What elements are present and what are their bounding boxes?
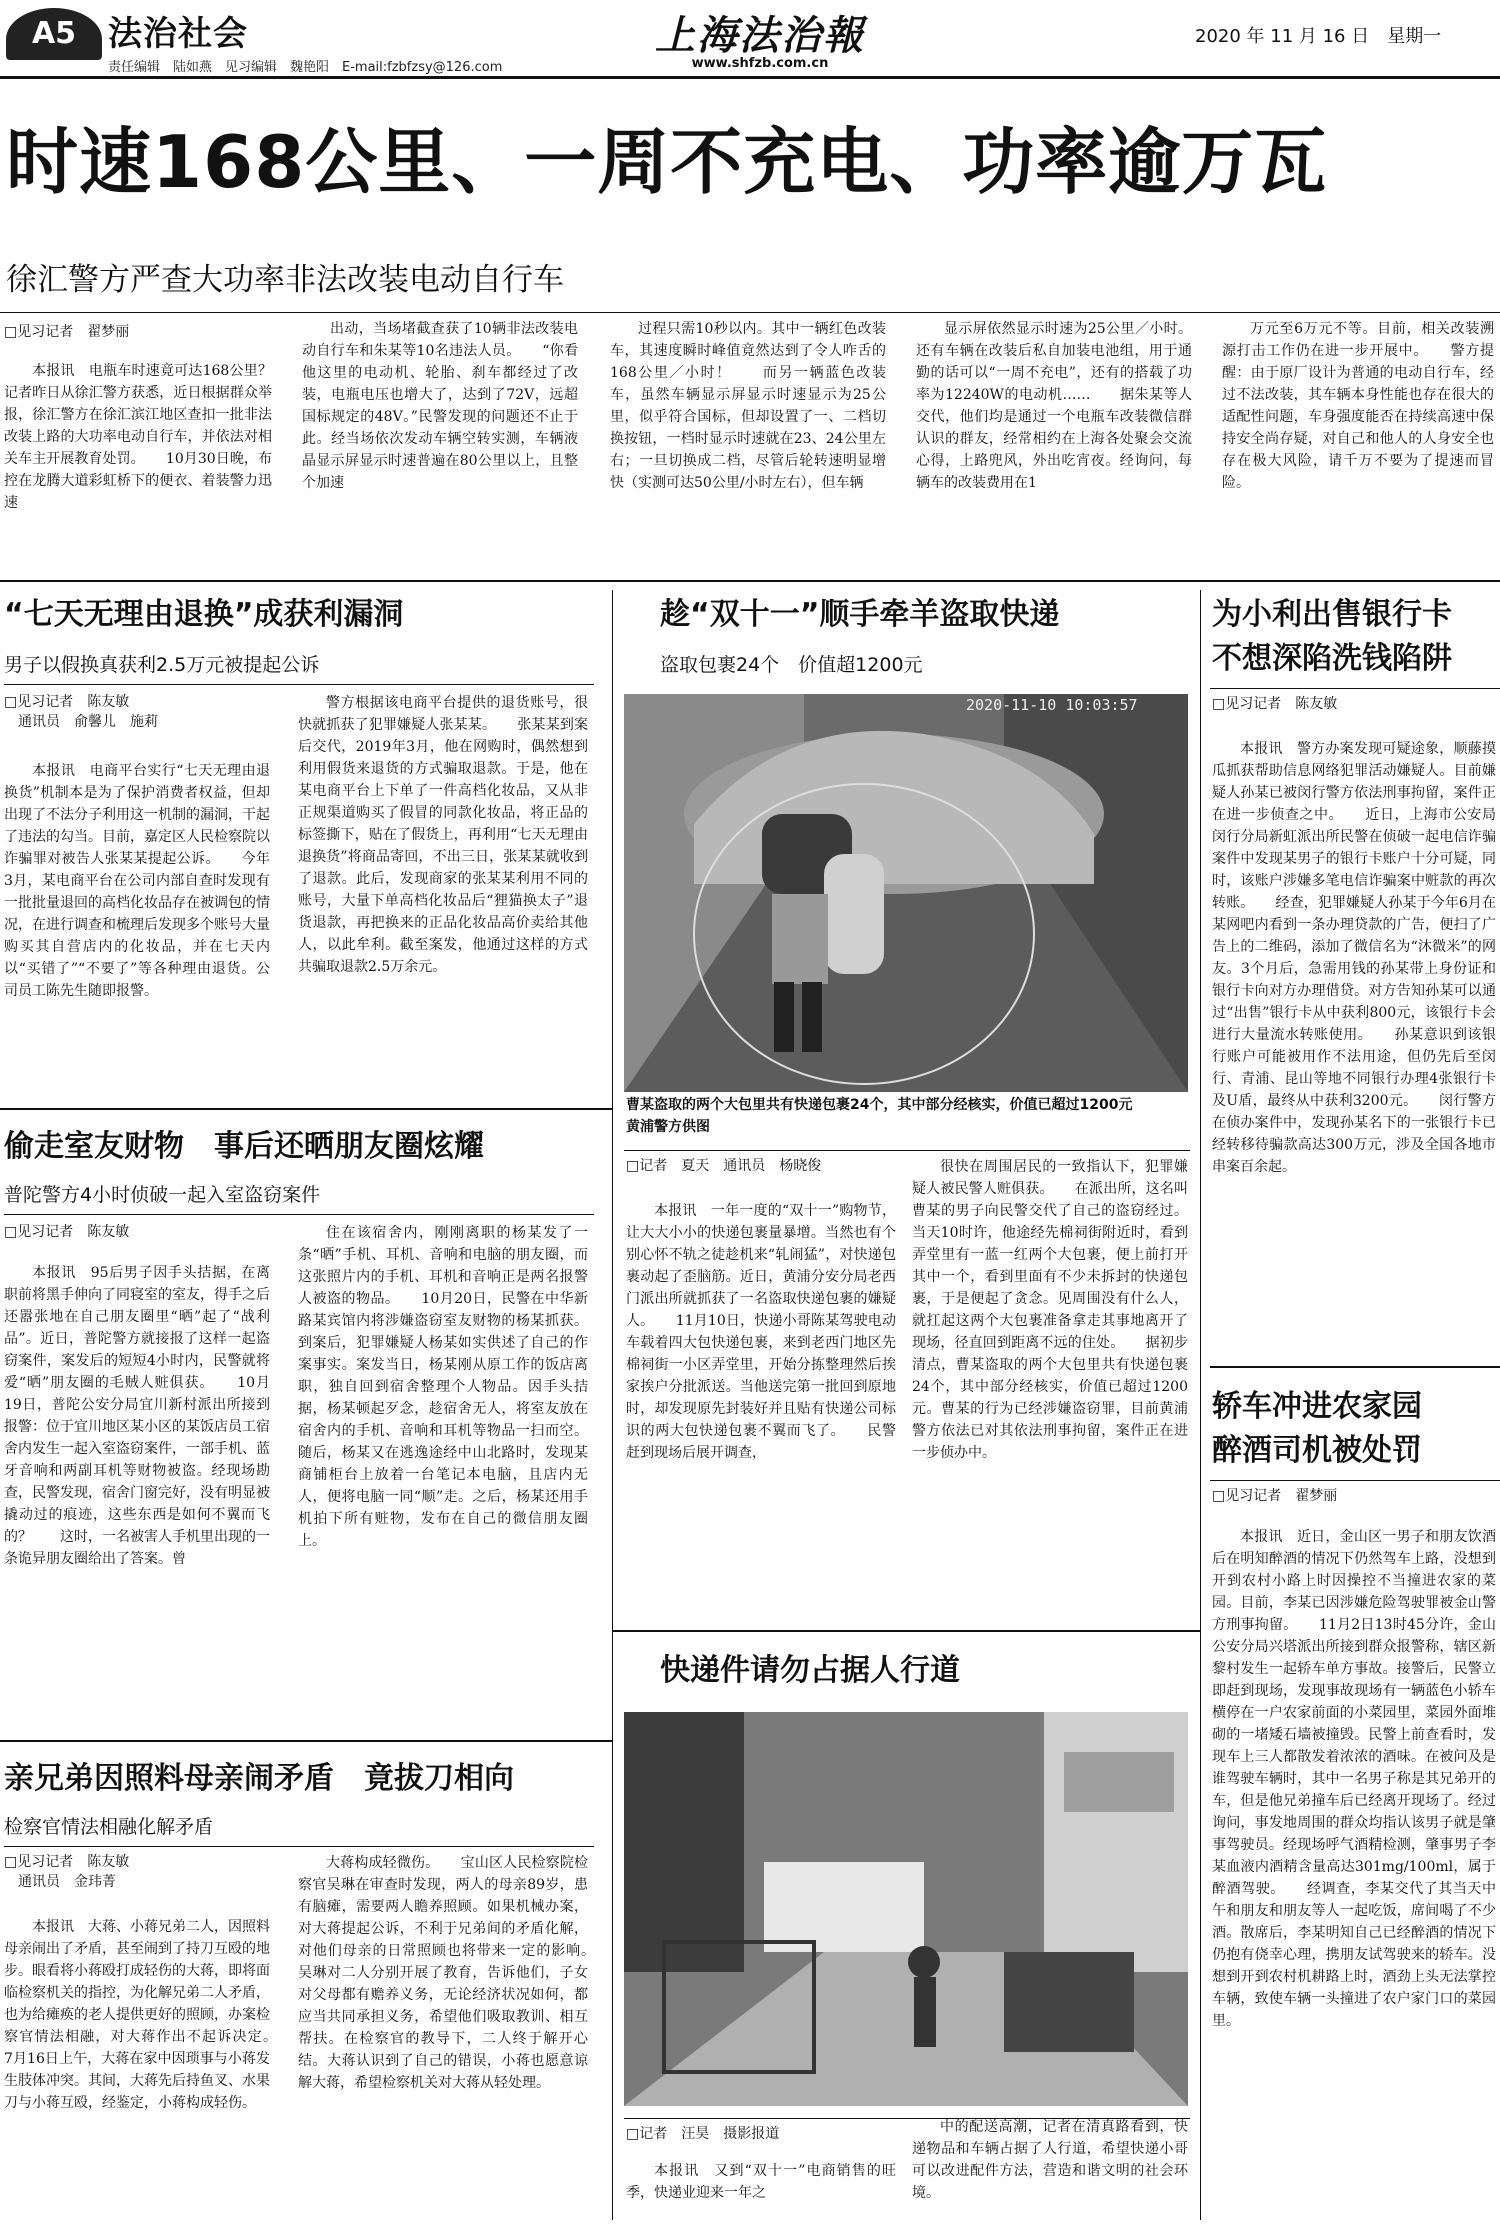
newspaper-url: www.shfzb.com.cn xyxy=(691,56,829,71)
bank-card-story-column: 本报讯 警方办案发现可疑途象，顺藤摸瓜抓获帮助信息网络犯罪活动嫌疑人。目前嫌疑人孙某已被闵行警方依法刑事拘留，案件正在进一步侦查之中。 近日，上海市公安局闵行分局新虹派出所民警在侦破一起电信诈骗案件中发现某男子的银行卡账户十分可疑，同时，该账户涉嫌多笔电信诈骗案中赃款的再次转账。 经查，犯罪嫌疑人孙某于今年6月在某网吧内看到一条办理贷款的广告，便扫了广告上的二维码，添加了微信名为“沐微米”的网友。3个月后，急需用钱的孙某带上身份证和银行卡向对方办理借贷。对方告知孙某可以通过“出售”银行卡从中获利800元，该银行卡会进行大量流水转账使用。 孙某意识到该银行账户可能被用作不法用途，但仍先后至闵行、青浦、昆山等地不同银行办理4张银行卡及U盾，最终从中获利3200元。 闵行警方在侦办案件中，发现孙某名下的一张银行卡已经转移待骗款高达300万元，涉及全国各地市串案百余起。 xyxy=(1212,741,1496,1175)
lead-subhead: 徐汇警方严查大功率非法改装电动自行车 xyxy=(6,262,564,298)
masthead-rule xyxy=(0,76,1500,79)
drunk-driving-story-title-line-1: 轿车冲进农家园 xyxy=(1212,1389,1422,1424)
photo-caption: 曹某盗取的两个大包里共有快递包裹24个，其中部分经核实，价值已超过1200元 黄浦警方供图 xyxy=(626,1097,1259,1135)
newspaper-name: 上海法治報 xyxy=(655,12,865,59)
section-title: 法治社会 xyxy=(108,14,248,54)
lead-byline: □见习记者 翟梦丽 xyxy=(4,324,130,340)
lead-headline: 时速168公里、一周不充电、功率逾万瓦 xyxy=(6,120,1328,204)
parcel-story-column-2: 很快在周围居民的一致指认下，犯罪嫌疑人被民警人赃俱获。 在派出所，这名叫曹某的男子向民警交代了自己的盗窃经过。当天10时许，他途经先棉祠街附近时，看到弄堂里有一蓝一红两个大包裹，便上前打开其中一个，看到里面有不少未拆封的快递包裹，于是便起了贪念。见周围没有什么人，就扛起这两个大包裹准备拿走其事地离开了现场，径直回到距离不远的住处。 据初步清点，曹某盗取的两个大包里共有快递包裹24个，其中部分经核实，价值已超过1200元。曹某的行为已经涉嫌盗窃罪，目前黄浦警方依法已对其依法刑事拘留，案件正在进一步侦办中。 xyxy=(912,1159,1188,1461)
divider xyxy=(0,312,1500,313)
lead-column-5: 万元至6万元不等。目前，相关改装溯源打击工作仍在进一步开展中。 警方提醒：由于原厂设计为普通的电动自行车，经过不法改装，其车辆本身性能也存在很大的适配性问题，车身强度能否在持续高速中保持安全尚存疑，对自己和他人的人身安全也存在极大风险，请千万不要为了提速而冒险。 xyxy=(1222,321,1494,491)
parcel-story-title: 趁“双十一”顺手牵羊盗取快递 xyxy=(660,597,1060,632)
divider xyxy=(624,1150,1190,1151)
divider xyxy=(4,684,594,685)
divider xyxy=(0,580,1500,582)
divider xyxy=(1210,688,1500,689)
parcel-story-byline: □记者 夏天 通讯员 杨晓俊 xyxy=(626,1158,822,1174)
parcel-story-column-1: 本报讯 一年一度的“双十一”购物节，让大大小小的快递包裹量暴增。当然也有个别心怀不轨之徒趁机来“轧闹猛”，对快递包裹动起了歪脑筋。近日，黄浦分安分局老西门派出所就抓获了一名盗取快递包裹的嫌疑人。 11月10日，快递小哥陈某驾驶电动车载着四大包快递包裹，来到老西门地区先棉祠街一小区弄堂里，开始分拣整理然后挨家挨户分批派送。当他送完第一批回到原地时，却发现原先封装好并且贴有快递公司标识的两大包快递包裹不翼而飞了。 民警赶到现场后展开调查， xyxy=(626,1203,896,1461)
drunk-driving-story-byline: □见习记者 翟梦丽 xyxy=(1212,1488,1338,1504)
street-photo xyxy=(624,1712,1188,2106)
cctv-photo xyxy=(624,694,1188,1092)
drunk-driving-story-title-line-2: 醉酒司机被处罚 xyxy=(1212,1433,1422,1468)
divider xyxy=(0,1740,612,1742)
photo-timestamp: 2020-11-10 10:03:57 xyxy=(966,696,1138,714)
divider xyxy=(4,1214,594,1215)
refund-story-byline: □见习记者 陈友敏 通讯员 俞馨儿 施莉 xyxy=(4,694,158,730)
lead-column-1: 本报讯 电瓶车时速竟可达168公里？记者昨日从徐汇警方获悉，近日根据群众举报，徐汇警方在徐汇滨江地区查扣一批非法改装上路的大功率电动自行车，并依法对相关车主开展教育处罚。 10月30日晚，布控在龙腾大道彩虹桥下的便衣、着装警力迅速 xyxy=(4,363,272,511)
lead-column-4: 显示屏依然显示时速为25公里／小时。还有车辆在改装后私自加装电池组，用于通勤的话可以“一周不充电”，还有的搭载了功率为12240W的电动机…… 据朱某等人交代，他们均是通过一个电瓶车改装微信群认识的群友，经常相约在上海各处聚会交流心得，上路兜风，外出吃宵夜。经询问，每辆车的改装费用在1 xyxy=(916,321,1192,491)
brothers-story-column-1: 本报讯 大蒋、小蒋兄弟二人，因照料母亲闹出了矛盾，甚至闹到了持刀互殴的地步。眼看将小蒋殴打成轻伤的大蒋，即将面临检察机关的指控，为化解兄弟二人矛盾，也为给瘫痪的老人提供更好的照顾，办案检察官情法相融，对大蒋作出不起诉决定。 7月16日上午，大蒋在家中因琐事与小蒋发生肢体冲突。其间，大蒋先后持鱼叉、水果刀与小蒋互殴，经鉴定，小蒋构成轻伤。 xyxy=(4,1919,298,2111)
bank-card-story-title-line-1: 为小利出售银行卡 xyxy=(1212,597,1452,632)
issue-date: 2020 年 11 月 16 日 星期一 xyxy=(1195,26,1442,47)
divider xyxy=(612,1630,1200,1632)
refund-story-column-1: 本报讯 电商平台实行“七天无理由退换货”机制本是为了保护消费者权益，但却出现了不法分子利用这一机制的漏洞，干起了违法的勾当。目前，嘉定区人民检察院以诈骗罪对被告人张某某提起公诉。 今年3月，某电商平台在公司内部自查时发现有一批批量退回的高档化妆品存在被调包的情况，在进行调查和梳理后发现多个账号大量购买其自营店内的化妆品，并在七天内以“买错了”“不要了”等各种理由退货。公司员工陈先生随即报警。 xyxy=(4,763,270,999)
divider xyxy=(4,1846,594,1847)
roommate-story-column-2: 住在该宿舍内，刚刚离职的杨某发了一条“晒”手机、耳机、音响和电脑的朋友圈，而这张照片内的手机、耳机和音响正是两名报警人被盗的物品。 10月20日，民警在中华新路某宾馆内将涉嫌盗窃室友财物的杨某抓获。到案后，犯罪嫌疑人杨某如实供述了自己的作案事实。案发当日，杨某刚从原工作的饭店离职，独自回到宿舍整理个人物品。因手头拮据，杨某顿起歹念，趁宿舍无人，将室友放在宿舍内的手机、音响和耳机等物品一扫而空。随后，杨某又在逃逸途经中山北路时，发现某商铺柜台上放着一台笔记本电脑，且店内无人，便将电脑一同“顺”走。之后，杨某还用手机拍下所有赃物，发布在自己的微信朋友圈上。 xyxy=(298,1225,588,1549)
lead-column-2: 出动，当场堵截查获了10辆非法改装电动自行车和朱某等10名违法人员。 “你看他这里的电动机、轮胎、刹车都经过了改装，电瓶电压也增大了，达到了72V，远超国标规定的48V。”民警发现的问题还不止于此。经当场依次发动车辆空转实测，车辆液晶显示屏显示时速普遍在80公里以上，且整个加速 xyxy=(302,321,578,491)
roommate-story-byline: □见习记者 陈友敏 xyxy=(4,1224,130,1240)
refund-story-title: “七天无理由退换”成获利漏洞 xyxy=(4,597,404,632)
courier-story-column-2: 中的配送高潮，记者在清真路看到，快递物品和车辆占据了人行道，希望快递小哥可以改进配件方法，营造和谐文明的社会环境。 xyxy=(912,2119,1188,2201)
brothers-story-title: 亲兄弟因照料母亲闹矛盾 竟拔刀相向 xyxy=(4,1761,514,1796)
brothers-story-byline: □见习记者 陈友敏 通讯员 金玮菁 xyxy=(4,1854,130,1890)
divider xyxy=(0,1108,612,1110)
masthead xyxy=(0,0,1500,75)
drunk-driving-story-column: 本报讯 近日，金山区一男子和朋友饮酒后在明知醉酒的情况下仍然驾车上路，没想到开到农村小路上时因操控不当撞进农家的菜园。目前，李某已因涉嫌危险驾驶罪被金山警方刑事拘留。 11月2日13时45分许，金山公安分局兴塔派出所接到群众报警称，辖区新黎村发生一起轿车单方事故。接警后，民警立即赶到现场，发现事故现场有一辆蓝色小轿车横停在一户农家前面的小菜园里，菜园外面堆砌的一堵矮石墙被撞毁。民警上前查看时，发现车上三人都散发着浓浓的酒味。在被问及是谁驾驶车辆时，其中一名男子称是其兄弟开的车，但是他兄弟撞车后已经离开现场了。经过询问，事发地周围的群众均指认该男子就是肇事驾驶员。经现场呼气酒精检测，肇事男子李某血液内酒精含量高达301mg/100ml，属于醉酒驾驶。 经调查，李某交代了其当天中午和朋友和朋友等人一起吃饭，席间喝了不少酒。散席后，李某明知自己已经醉酒的情况下仍抱有侥幸心理，携朋友试驾驶来的轿车。没想到开到农村机耕路上时，酒劲上头无法掌控车辆，致使车辆一头撞进了农户家门口的菜园里。 xyxy=(1212,1529,1496,2029)
divider xyxy=(1210,1480,1500,1481)
courier-story-column-1: 本报讯 又到“双十一”电商销售的旺季，快递业迎来一年之 xyxy=(626,2163,896,2201)
lead-column-3: 过程只需10秒以内。其中一辆红色改装车，其速度瞬时峰值竟然达到了令人咋舌的168公里／小时！ 而另一辆蓝色改装车，虽然车辆显示屏显示时速显示为25公里，似乎符合国标，但却设置了一、二档切换按钮，一档时显示时速就在23、24公里左右；一旦切换成二档，尽管后轮转速明显增快（实测可达50公里/小时左右），但车辆 xyxy=(610,321,886,491)
refund-story-subtitle: 男子以假换真获利2.5万元被提起公诉 xyxy=(4,654,320,676)
roommate-story-title: 偷走室友财物 事后还晒朋友圈炫耀 xyxy=(4,1129,484,1164)
column-divider xyxy=(1200,590,1201,2220)
courier-story-title: 快递件请勿占据人行道 xyxy=(660,1653,960,1688)
roommate-story-subtitle: 普陀警方4小时侦破一起入室盗窃案件 xyxy=(4,1184,321,1206)
street-photo-illustration xyxy=(624,1712,1188,2106)
page-number-badge: A5 xyxy=(6,8,102,60)
divider xyxy=(1210,1366,1500,1368)
brothers-story-subtitle: 检察官情法相融化解矛盾 xyxy=(4,1816,214,1838)
brothers-story-column-2: 大蒋构成轻微伤。 宝山区人民检察院检察官吴琳在审查时发现，两人的母亲89岁，患有脑瘫，需要两人瞻养照顾。如果机械办案，对大蒋提起公诉，不利于兄弟间的矛盾化解，对他们母亲的日常照顾也将带来一定的影响。 吴琳对二人分别开展了教育，告诉他们，子女对父母都有赡养义务，无论经济状况如何，都应当共同承担义务，希望他们吸取教训、相互帮扶。在检察官的教导下，二人终于解开心结。大蒋认识到了自己的错误，小蒋也愿意谅解大蒋，希望检察机关对大蒋从轻处理。 xyxy=(298,1855,616,2091)
parcel-story-subtitle: 盗取包裹24个 价值超1200元 xyxy=(660,654,923,676)
bank-card-story-title-line-2: 不想深陷洗钱陷阱 xyxy=(1212,641,1452,676)
column-divider xyxy=(612,590,613,2220)
cctv-photo-illustration xyxy=(624,694,1188,1092)
refund-story-column-2: 警方根据该电商平台提供的退货账号，很快就抓获了犯罪嫌疑人张某某。 张某某到案后交代，2019年3月，他在网购时，偶然想到利用假货来退货的方式骗取退款。于是，他在某电商平台上下单了一件高档化妆品，又从非正规渠道购买了假冒的同款化妆品，将正品的标签撕下，贴在了假货上，再利用“七天无理由退换货”将商品寄回，不出三日，张某某就收到了退款。此后，发现商家的张某某利用不同的账号，大量下单高档化妆品后“狸猫换太子”退货退款，再把换来的正品化妆品高价卖给其他人，以此牟利。截至案发，他通过这样的方式共骗取退款2.5万余元。 xyxy=(298,695,588,975)
editors-line: 责任编辑 陆如燕 见习编辑 魏艳阳 E-mail:fzbfzsy@126.com xyxy=(108,60,503,75)
courier-story-byline: □记者 汪昊 摄影报道 xyxy=(626,2126,780,2142)
roommate-story-column-1: 本报讯 95后男子因手头拮据，在离职前将黑手伸向了同寝室的室友，得手之后还嚣张地在自己朋友圈里“晒”起了“战利品”。近日，普陀警方就接报了这样一起盗窃案件，案发后的短短4小时内，民警就将爱“晒”朋友圈的毛贼人赃俱获。 10月19日，普陀公安分局宜川新村派出所接到报警：位于宜川地区某小区的某饭店员工宿舍内发生一起入室盗窃案件，一部手机、蓝牙音响和两副耳机等财物被盗。经现场勘查，民警发现，宿舍门窗完好，没有明显被撬动过的痕迹，这些东西是如何不翼而飞的？ 这时，一名被害人手机里出现的一条诡异朋友圈给出了答案。曾 xyxy=(4,1265,270,1567)
bank-card-story-byline: □见习记者 陈友敏 xyxy=(1212,696,1338,712)
